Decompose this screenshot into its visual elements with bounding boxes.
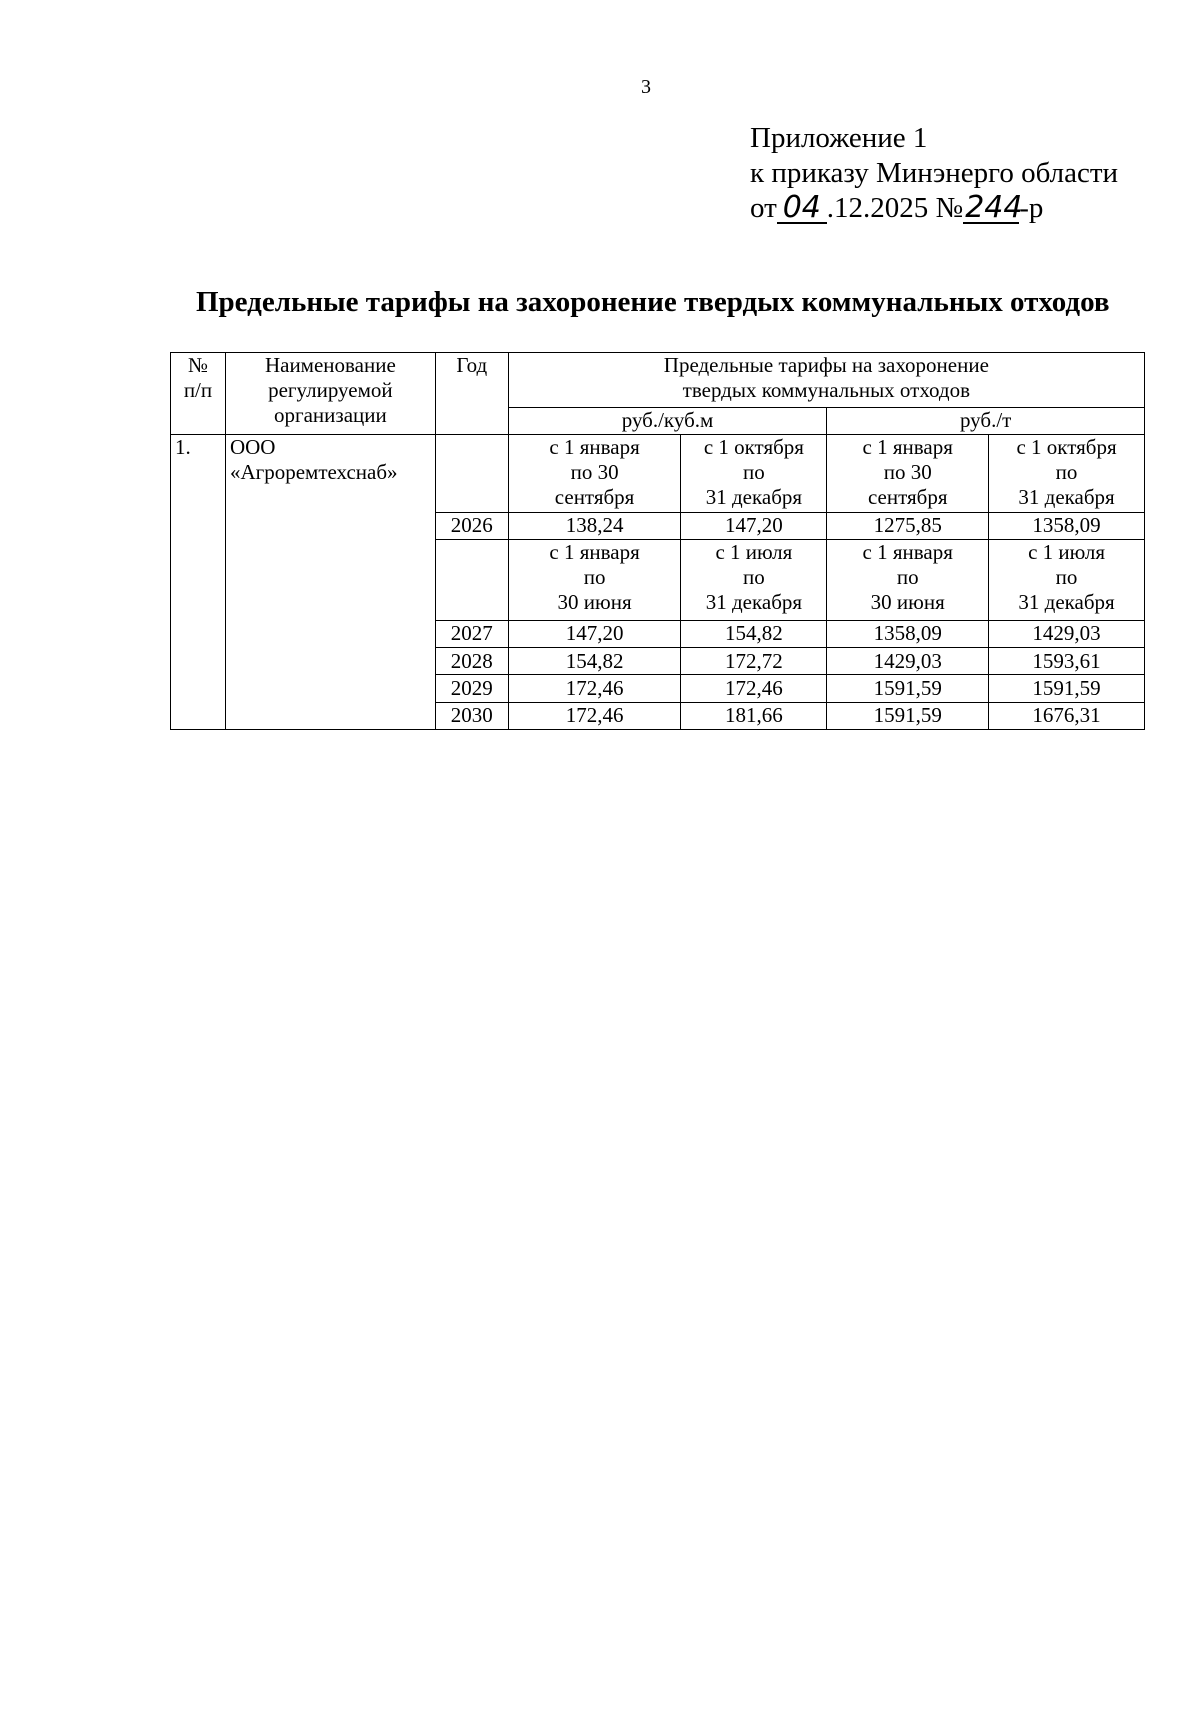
value-cell: 181,66: [681, 702, 827, 729]
page-number: 3: [641, 76, 651, 98]
header-organization: Наименование регулируемой организации: [225, 353, 435, 435]
value-cell: 1591,59: [989, 675, 1145, 702]
period-jan-sep-mass: с 1 января по 30 сентября: [827, 434, 989, 512]
period-jan-jun-volume: с 1 января по 30 июня: [508, 539, 681, 620]
period-jul-dec-mass: с 1 июля по 31 декабря: [989, 539, 1145, 620]
value-cell: 154,82: [508, 648, 681, 675]
value-cell: 172,46: [681, 675, 827, 702]
value-cell: 1591,59: [827, 675, 989, 702]
period-jan-sep-volume: с 1 января по 30 сентября: [508, 434, 681, 512]
value-cell: 154,82: [681, 620, 827, 647]
appendix-order-ref: к приказу Минэнерго области: [750, 157, 1119, 189]
appendix-title: Приложение 1: [750, 122, 928, 154]
header-year: Год: [435, 353, 508, 435]
value-cell: 1593,61: [989, 648, 1145, 675]
value-cell: 172,46: [508, 675, 681, 702]
year-cell: 2030: [435, 702, 508, 729]
year-cell: 2028: [435, 648, 508, 675]
value-cell: 1358,09: [827, 620, 989, 647]
value-cell: 1676,31: [989, 702, 1145, 729]
handwritten-day: 04: [777, 194, 827, 224]
value-cell: 1429,03: [989, 620, 1145, 647]
value-cell: 1358,09: [989, 512, 1145, 539]
value-cell: 1591,59: [827, 702, 989, 729]
handwritten-order-number: 244: [965, 190, 1023, 225]
organization-name: ООО «Агроремтехснаб»: [225, 434, 435, 729]
value-cell: 1275,85: [827, 512, 989, 539]
value-cell: 172,72: [681, 648, 827, 675]
order-suffix: -р: [1019, 192, 1044, 224]
appendix-block: [750, 121, 1118, 226]
date-prefix: от: [750, 192, 777, 224]
year-cell: 2029: [435, 675, 508, 702]
value-cell: 147,20: [681, 512, 827, 539]
value-cell: 147,20: [508, 620, 681, 647]
period-jul-dec-volume: с 1 июля по 31 декабря: [681, 539, 827, 620]
value-cell: 172,46: [508, 702, 681, 729]
year-cell: 2026: [435, 512, 508, 539]
value-cell: 1429,03: [827, 648, 989, 675]
period-spacer: [435, 434, 508, 512]
header-unit-volume: руб./куб.м: [508, 407, 827, 434]
header-tariffs: Предельные тарифы на захоронение твердых коммунальных отходов: [508, 353, 1144, 408]
period-oct-dec-mass: с 1 октября по 31 декабря: [989, 434, 1145, 512]
row-number: 1.: [171, 434, 226, 729]
document-title: Предельные тарифы на захоронение твердых коммунальных отходов: [196, 286, 1110, 318]
period-jan-jun-mass: с 1 января по 30 июня: [827, 539, 989, 620]
period-oct-dec-volume: с 1 октября по 31 декабря: [681, 434, 827, 512]
appendix-date-line: [750, 191, 1118, 226]
value-cell: 138,24: [508, 512, 681, 539]
header-unit-mass: руб./т: [827, 407, 1145, 434]
date-middle: .12.2025 №: [826, 192, 964, 224]
tariffs-table: [170, 352, 1145, 730]
period-spacer: [435, 539, 508, 620]
year-cell: 2027: [435, 620, 508, 647]
header-num: № п/п: [171, 353, 226, 435]
